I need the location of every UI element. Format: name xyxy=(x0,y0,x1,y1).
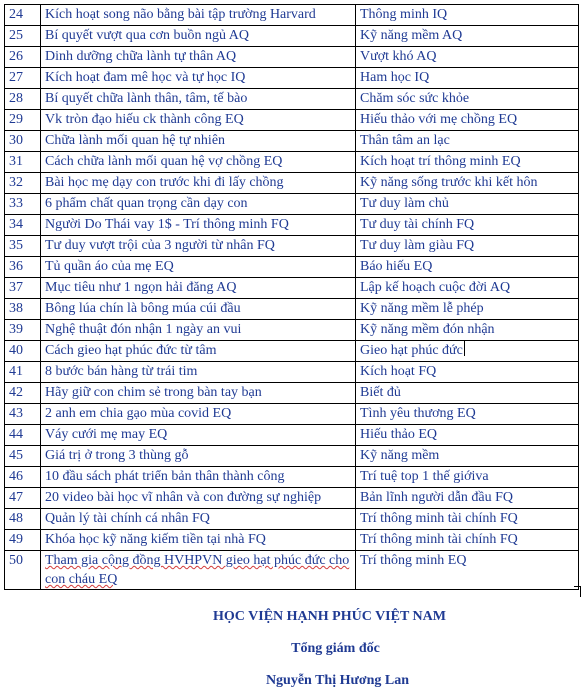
course-name: 8 bước bán hàng từ trái tim xyxy=(41,362,356,383)
course-name: Hãy giữ con chim sẻ trong bàn tay bạn xyxy=(41,383,356,404)
course-category: Kỹ năng mềm AQ xyxy=(356,26,579,47)
row-number: 25 xyxy=(5,26,41,47)
table-row xyxy=(5,299,579,320)
table-row xyxy=(5,152,579,173)
row-number: 34 xyxy=(5,215,41,236)
course-name: Kích hoạt đam mê học và tự học IQ xyxy=(41,68,356,89)
course-name: 10 đầu sách phát triển bản thân thành công xyxy=(41,467,356,488)
table-row xyxy=(5,173,579,194)
course-name: Mục tiêu như 1 ngọn hải đăng AQ xyxy=(41,278,356,299)
row-number: 41 xyxy=(5,362,41,383)
course-name: 2 anh em chia gạo mùa covid EQ xyxy=(41,404,356,425)
course-name: Quản lý tài chính cá nhân FQ xyxy=(41,509,356,530)
table-row xyxy=(5,215,579,236)
course-category: Kỹ năng mềm lễ phép xyxy=(356,299,579,320)
course-name: Khóa học kỹ năng kiếm tiền tại nhà FQ xyxy=(41,530,356,551)
row-number: 24 xyxy=(5,5,41,26)
table-row xyxy=(5,362,579,383)
table-row xyxy=(5,257,579,278)
table-row xyxy=(5,446,579,467)
signature-organization: HỌC VIỆN HẠNH PHÚC VIỆT NAM xyxy=(213,609,446,624)
course-name: Bí quyết vượt qua cơn buồn ngủ AQ xyxy=(41,26,356,47)
table-row xyxy=(5,278,579,299)
table-row xyxy=(5,425,579,446)
row-number: 37 xyxy=(5,278,41,299)
table-row xyxy=(5,89,579,110)
row-number: 43 xyxy=(5,404,41,425)
table-row xyxy=(5,467,579,488)
table-row xyxy=(5,236,579,257)
course-category: Kỹ năng mềm đón nhận xyxy=(356,320,579,341)
table-row xyxy=(5,341,579,362)
row-number: 38 xyxy=(5,299,41,320)
course-name: Vk tròn đạo hiếu ck thành công EQ xyxy=(41,110,356,131)
course-name: Bài học mẹ dạy con trước khi đi lấy chồng xyxy=(41,173,356,194)
table-row xyxy=(5,194,579,215)
course-category: Trí thông minh tài chính FQ xyxy=(356,530,579,551)
course-category: Vượt khó AQ xyxy=(356,47,579,68)
course-category: Trí thông minh tài chính FQ xyxy=(356,509,579,530)
row-number: 45 xyxy=(5,446,41,467)
row-number: 46 xyxy=(5,467,41,488)
row-number: 44 xyxy=(5,425,41,446)
course-name: Tư duy vượt trội của 3 người từ nhân FQ xyxy=(41,236,356,257)
course-category: Biết đủ xyxy=(356,383,579,404)
course-category: Kỹ năng sống trước khi kết hôn xyxy=(356,173,579,194)
table-row xyxy=(5,488,579,509)
table-edge-mark xyxy=(574,586,581,597)
course-name: Chữa lành mối quan hệ tự nhiên xyxy=(41,131,356,152)
table-row xyxy=(5,26,579,47)
signature-role: Tổng giám đốc xyxy=(291,641,380,656)
row-number: 42 xyxy=(5,383,41,404)
course-name: Tham gia cộng đồng HVHPVN gieo hạt phúc đức cho con cháu EQ xyxy=(41,551,356,590)
course-category: Thông minh IQ xyxy=(356,5,579,26)
course-category: Trí thông minh EQ xyxy=(356,551,579,590)
table-row xyxy=(5,47,579,68)
course-category: Báo hiếu EQ xyxy=(356,257,579,278)
row-number: 33 xyxy=(5,194,41,215)
course-category: Tình yêu thương EQ xyxy=(356,404,579,425)
course-category: Tư duy tài chính FQ xyxy=(356,215,579,236)
course-category: Kỹ năng mềm xyxy=(356,446,579,467)
course-name: Bông lúa chín là bông múa cúi đầu xyxy=(41,299,356,320)
row-number: 29 xyxy=(5,110,41,131)
course-category: Lập kế hoạch cuộc đời AQ xyxy=(356,278,579,299)
row-number: 39 xyxy=(5,320,41,341)
course-category: Tư duy làm giàu FQ xyxy=(356,236,579,257)
course-category: Hiếu thảo EQ xyxy=(356,425,579,446)
course-category: Tư duy làm chủ xyxy=(356,194,579,215)
course-name: Bí quyết chữa lành thân, tâm, tế bào xyxy=(41,89,356,110)
course-category: Kích hoạt FQ xyxy=(356,362,579,383)
course-category: Hiếu thảo với mẹ chồng EQ xyxy=(356,110,579,131)
table-row xyxy=(5,68,579,89)
table-row xyxy=(5,551,579,590)
course-name: Kích hoạt song não bằng bài tập trường Harvard xyxy=(41,5,356,26)
course-category: Chăm sóc sức khỏe xyxy=(356,89,579,110)
course-name: Nghệ thuật đón nhận 1 ngày an vui xyxy=(41,320,356,341)
table-row xyxy=(5,404,579,425)
table-row xyxy=(5,131,579,152)
row-number: 31 xyxy=(5,152,41,173)
table-row xyxy=(5,530,579,551)
course-category: Gieo hạt phúc đức xyxy=(356,341,579,362)
course-name: 20 video bài học vĩ nhân và con đường sự nghiệp xyxy=(41,488,356,509)
row-number: 35 xyxy=(5,236,41,257)
table-row xyxy=(5,320,579,341)
course-table-body xyxy=(5,5,579,590)
course-name: Dinh dưỡng chữa lành tự thân AQ xyxy=(41,47,356,68)
row-number: 30 xyxy=(5,131,41,152)
row-number: 36 xyxy=(5,257,41,278)
table-row xyxy=(5,110,579,131)
course-table xyxy=(4,4,579,590)
course-name: Cách chữa lành mối quan hệ vợ chồng EQ xyxy=(41,152,356,173)
course-name: Người Do Thái vay 1$ - Trí thông minh FQ xyxy=(41,215,356,236)
course-name: 6 phẩm chất quan trọng cần dạy con xyxy=(41,194,356,215)
course-category: Ham học IQ xyxy=(356,68,579,89)
row-number: 50 xyxy=(5,551,41,590)
table-row xyxy=(5,5,579,26)
row-number: 32 xyxy=(5,173,41,194)
table-row xyxy=(5,383,579,404)
course-name: Cách gieo hạt phúc đức từ tâm xyxy=(41,341,356,362)
row-number: 49 xyxy=(5,530,41,551)
course-name: Tủ quần áo của mẹ EQ xyxy=(41,257,356,278)
course-category: Thân tâm an lạc xyxy=(356,131,579,152)
course-name: Váy cưới mẹ may EQ xyxy=(41,425,356,446)
course-category: Kích hoạt trí thông minh EQ xyxy=(356,152,579,173)
text-cursor xyxy=(464,341,465,356)
row-number: 26 xyxy=(5,47,41,68)
signature-name: Nguyễn Thị Hương Lan xyxy=(265,673,410,688)
row-number: 48 xyxy=(5,509,41,530)
course-category: Trí tuệ top 1 thế giớiva xyxy=(356,467,579,488)
course-category: Bản lĩnh người dẫn đầu FQ xyxy=(356,488,579,509)
row-number: 27 xyxy=(5,68,41,89)
table-row xyxy=(5,509,579,530)
row-number: 47 xyxy=(5,488,41,509)
row-number: 40 xyxy=(5,341,41,362)
course-name: Giá trị ở trong 3 thùng gỗ xyxy=(41,446,356,467)
row-number: 28 xyxy=(5,89,41,110)
